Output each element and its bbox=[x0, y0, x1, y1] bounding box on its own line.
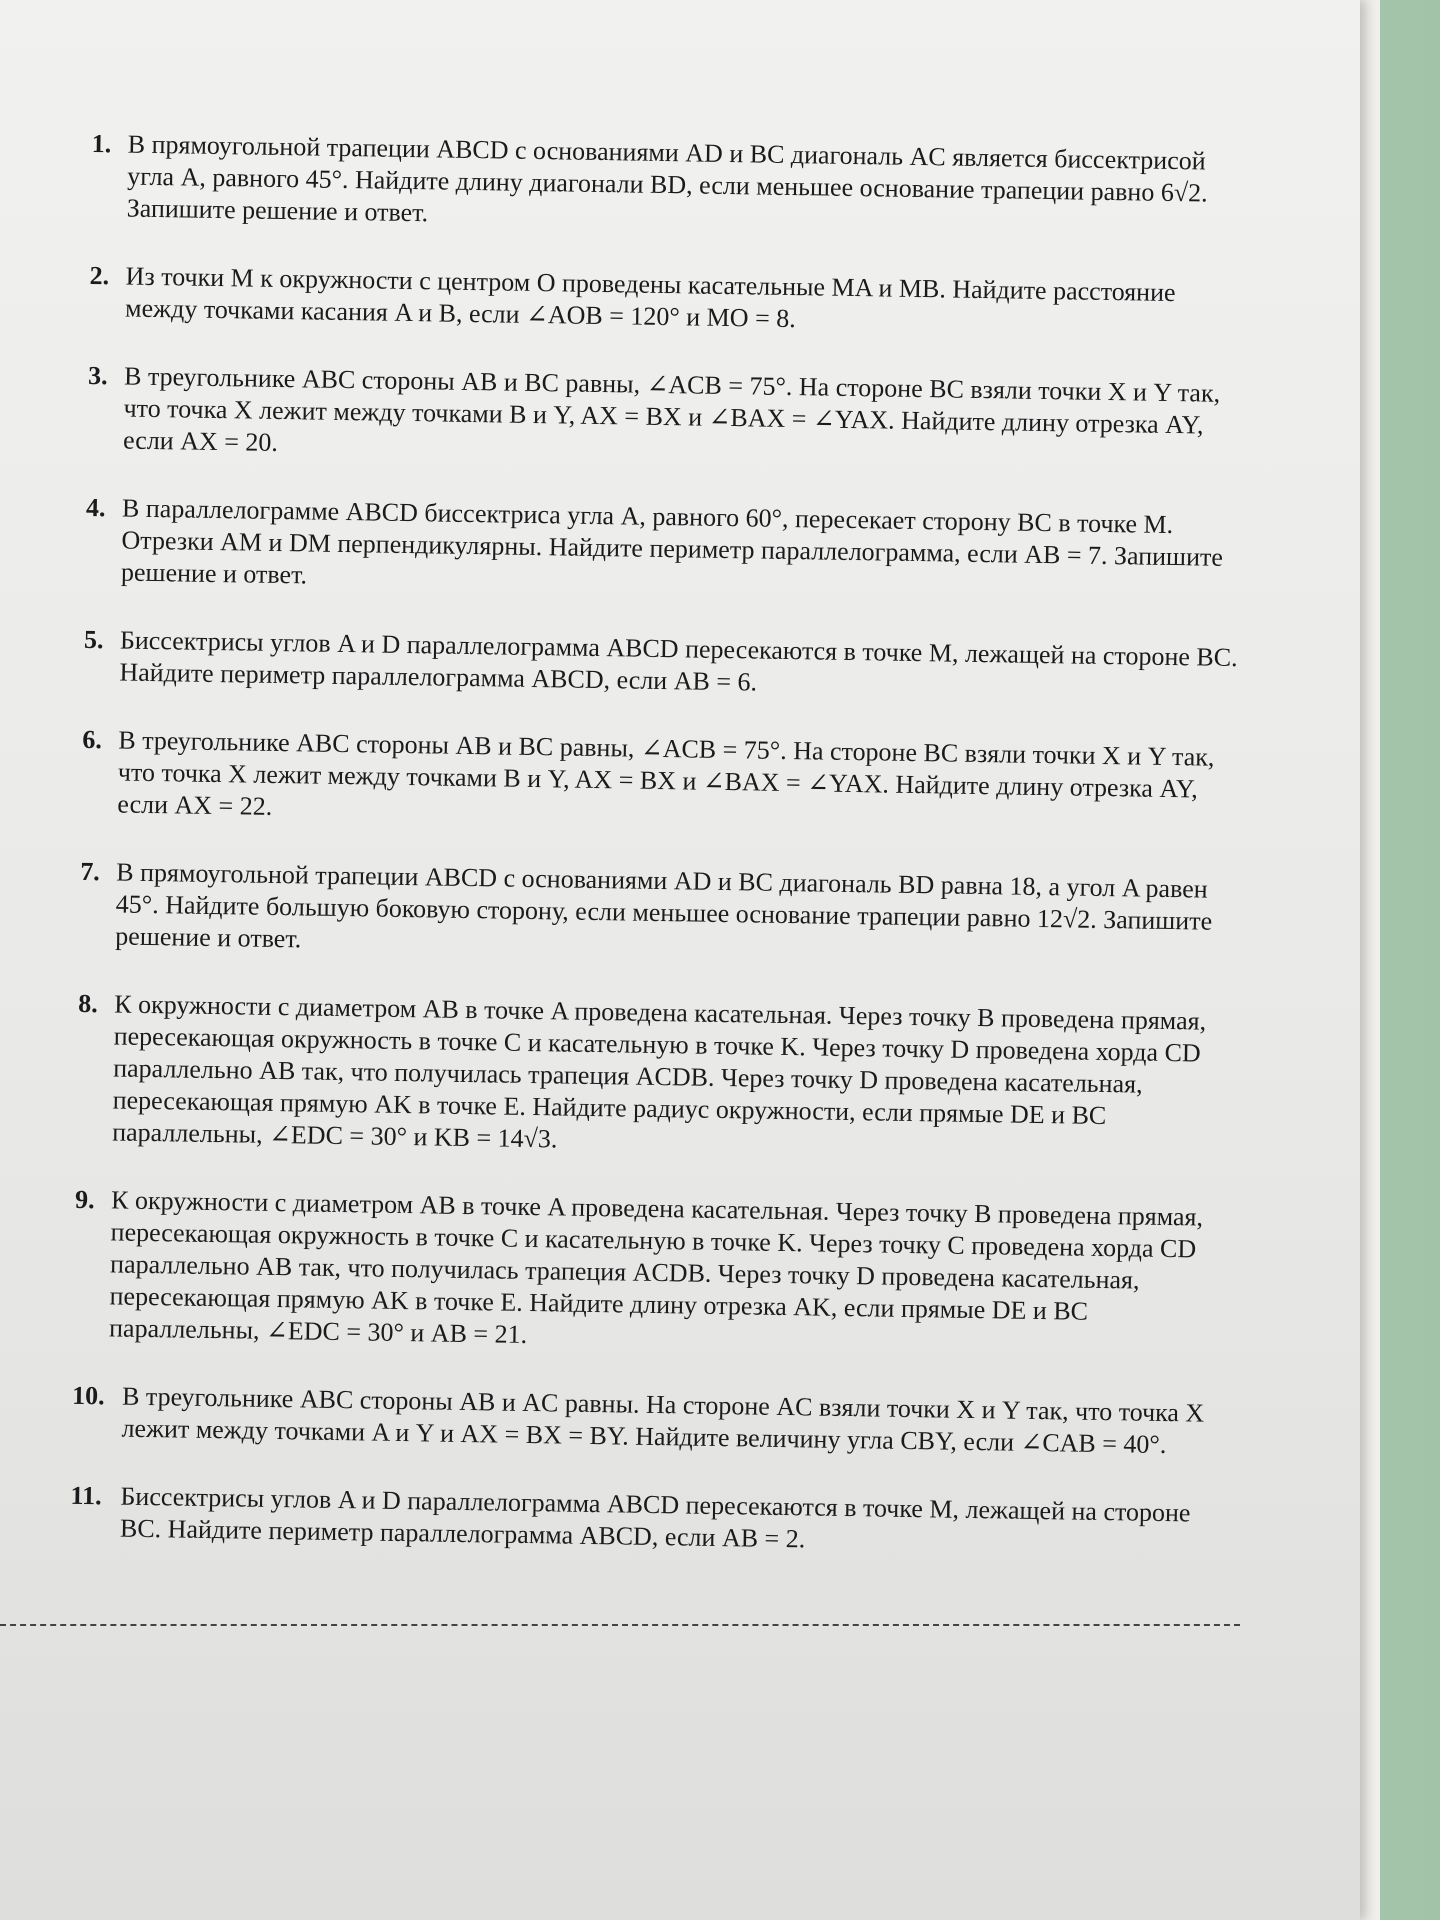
dashed-cut-line bbox=[0, 1624, 1240, 1626]
problem-8 bbox=[76, 988, 1238, 1166]
problem-1 bbox=[90, 128, 1251, 242]
problem-text: К окружности с диаметром AB в точке A проведена касательная. Через точку B проведена прямая, пересекающая окружность в точке C и касательную в точке K. Через точку D проведена хорда CD параллельно AB так, что получилась трапеция ACDB. Через точку D проведена касательная, пересекающая прямую AK в точке E. Найдите радиус окружности, если прямые DE и BC параллельны, ∠EDC = 30° и KB = 14√3. bbox=[112, 989, 1213, 1154]
problem-7 bbox=[79, 856, 1240, 970]
problem-10 bbox=[71, 1380, 1232, 1462]
problem-list bbox=[69, 128, 1252, 1598]
problem-text: Биссектрисы углов A и D параллелограмма ABCD пересекаются в точке M, лежащей на стороне BC. Найдите периметр параллелограмма ABCD, если AB = 6. bbox=[119, 625, 1245, 697]
problem-number: 7. bbox=[80, 856, 101, 887]
problem-4 bbox=[85, 492, 1246, 606]
problem-text: В прямоугольной трапеции ABCD с основаниями AD и BC диагональ AC является биссектрисой угла A, равного 45°. Найдите длину диагонали BD, если меньшее основание трапеции равно 6√2. Запишите решение и ответ. bbox=[126, 129, 1215, 228]
problem-number: 6. bbox=[82, 724, 103, 755]
problem-number: 10. bbox=[71, 1380, 105, 1411]
problem-9 bbox=[73, 1184, 1235, 1362]
problem-number: 8. bbox=[78, 988, 98, 1019]
problem-5 bbox=[83, 624, 1244, 706]
problem-number: 9. bbox=[74, 1184, 95, 1215]
problem-text: В треугольнике ABC стороны AB и BC равны, ∠ACB = 75°. На стороне BC взяли точки X и Y так, что точка X лежит между точками B и Y, AX = BX и ∠BAX = ∠YAX. Найдите длину отрезка AY, если AX = 20. bbox=[122, 361, 1227, 457]
problem-text: В треугольнике ABC стороны AB и AC равны. На стороне AC взяли точки X и Y так, что точка X лежит между точками A и Y и AX = BX = BY. Найдите величину угла CBY, если ∠CAB = 40°. bbox=[121, 1381, 1211, 1460]
problem-text: К окружности с диаметром AB в точке A проведена касательная. Через точку B проведена прямая, пересекающая окружность в точке C и касательную в точке K. Через точку C проведена хорда CD параллельно AB так, что получилась трапеция ACDB. Через точку D проведена касательная, пересекающая прямую AK в точке E. Найдите длину отрезка AK, если прямые DE и BC параллельны, ∠EDC = 30° и AB = 21. bbox=[108, 1185, 1210, 1349]
problem-text: Биссектрисы углов A и D параллелограмма ABCD пересекаются в точке M, лежащей на стороне BC. Найдите периметр параллелограмма ABCD, если AB = 2. bbox=[119, 1481, 1198, 1554]
problem-text: В прямоугольной трапеции ABCD с основаниями AD и BC диагональ BD равна 18, а угол A равен 45°. Найдите большую боковую сторону, если меньшее основание трапеции равно 12√2. Запишите решение и ответ. bbox=[115, 857, 1219, 954]
problem-number: 5. bbox=[83, 624, 104, 655]
problem-number: 1. bbox=[91, 128, 112, 159]
problem-6 bbox=[81, 724, 1242, 838]
problem-number: 4. bbox=[85, 492, 106, 523]
problem-text: Из точки M к окружности с центром O проведены касательные MA и MB. Найдите расстояние между точками касания A и B, если ∠AOB = 120° и MO = 8. bbox=[124, 261, 1183, 334]
problem-text: В треугольнике ABC стороны AB и BC равны, ∠ACB = 75°. На стороне BC взяли точки X и Y так, что точка X лежит между точками B и Y, AX = BX и ∠BAX = ∠YAX. Найдите длину отрезка AY, если AX = 22. bbox=[117, 725, 1222, 821]
problem-2 bbox=[89, 260, 1250, 342]
problem-11 bbox=[70, 1480, 1231, 1562]
problem-number: 11. bbox=[70, 1480, 102, 1511]
problem-3 bbox=[87, 360, 1248, 474]
problem-number: 2. bbox=[89, 260, 110, 291]
problem-number: 3. bbox=[87, 360, 108, 391]
problem-text: В параллелограмме ABCD биссектриса угла A, равного 60°, пересекает сторону BC в точке M. Отрезки AM и DM перпендикулярны. Найдите периметр параллелограмма, если AB = 7. Запишите решение и ответ. bbox=[120, 493, 1230, 590]
